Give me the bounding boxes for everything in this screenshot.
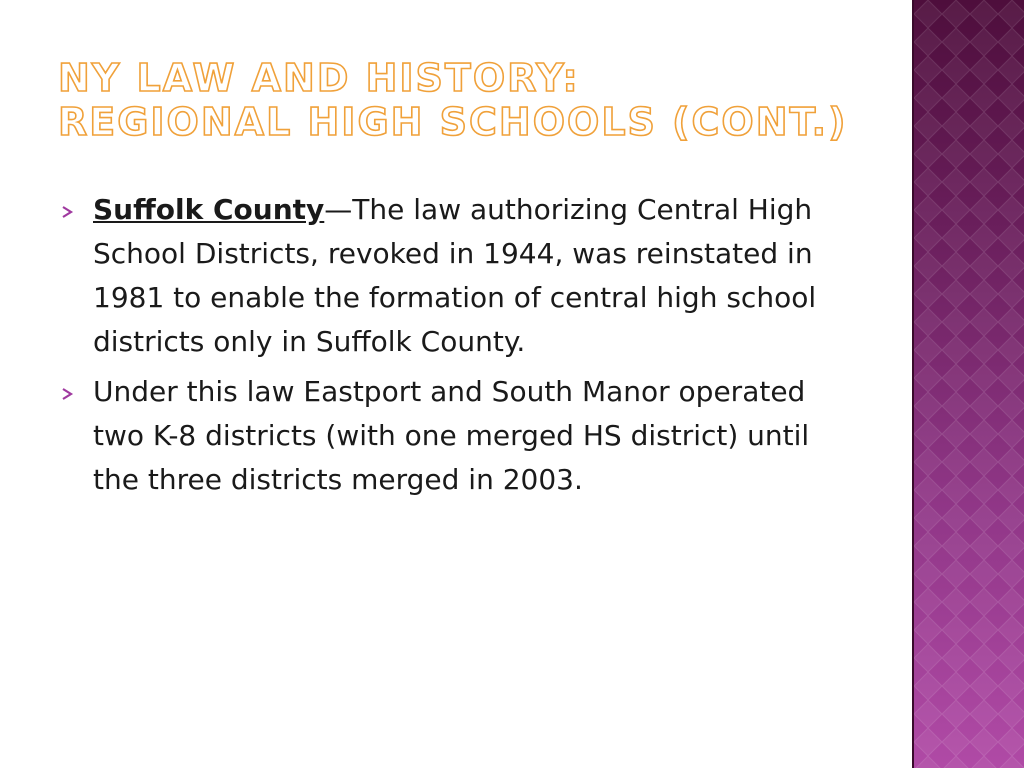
slide-title	[58, 56, 898, 144]
bullet-list	[60, 188, 860, 508]
arrow-bullet-icon	[60, 387, 74, 401]
bullet-text: —The law authorizing Central High School Districts, revoked in 1944, was reinstated in 1981 to enable the formation of central high school districts only in Suffolk County.	[93, 193, 817, 358]
title-line-1: NY LAW AND HISTORY:	[58, 56, 580, 100]
decorative-side-band	[912, 0, 1024, 768]
bullet-item	[60, 188, 860, 364]
bullet-lead: Suffolk County	[93, 193, 325, 226]
diamond-pattern	[914, 0, 1024, 768]
arrow-bullet-icon	[60, 205, 74, 219]
title-line-2: REGIONAL HIGH SCHOOLS (CONT.)	[58, 100, 848, 144]
bullet-text: Under this law Eastport and South Manor operated two K-8 districts (with one merged HS district) until the three districts merged in 2003.	[93, 375, 810, 496]
bullet-item	[60, 370, 860, 502]
